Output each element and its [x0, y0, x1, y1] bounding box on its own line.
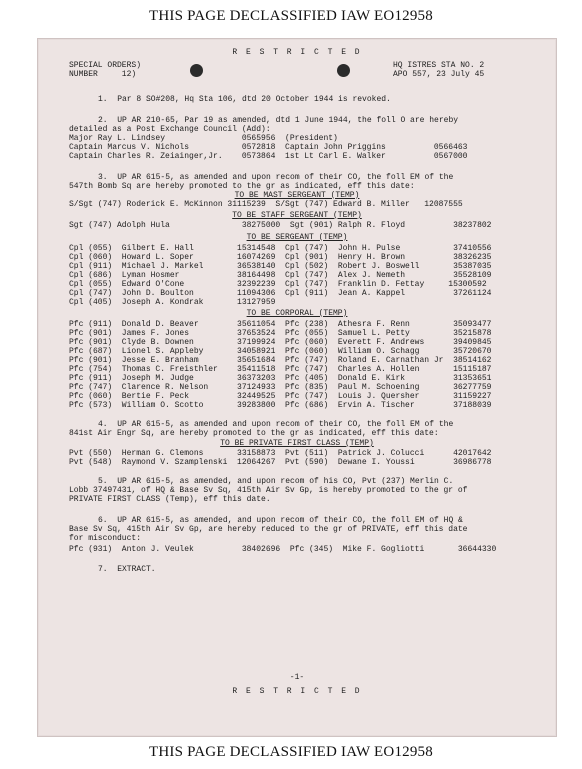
section-heading: TO BE MAST SERGEANT (TEMP) — [234, 191, 360, 200]
section-heading: TO BE PRIVATE FIRST CLASS (TEMP) — [220, 439, 374, 448]
promotion-row: Cpl (060) Howard L. Soper 16074269 Cpl (901) Henry H. Brown 38326235 — [69, 253, 492, 262]
classification-header: R E S T R I C T E D — [232, 48, 362, 57]
paragraph-7: 7. EXTRACT. — [98, 565, 156, 574]
paragraph-2-line-2: detailed as a Post Exchange Council (Add): — [69, 125, 271, 134]
promotion-row: Cpl (405) Joseph A. Kondrak 13127959 — [69, 298, 276, 307]
punch-hole-left — [190, 64, 203, 77]
paragraph-4-line-2: 841st Air Engr Sq, are hereby promoted to the gr as indicated, eff this date: — [69, 429, 439, 438]
section-heading: TO BE STAFF SERGEANT (TEMP) — [232, 211, 362, 220]
declassified-banner-bottom: THIS PAGE DECLASSIFIED IAW EO12958 — [149, 744, 433, 760]
paragraph-4-line-1: 4. UP AR 615-5, as amended and upon recom of their CO, the foll EM of the — [98, 420, 454, 429]
paragraph-3-line-2: 547th Bomb Sq are hereby promoted to the gr as indicated, eff this date: — [69, 182, 415, 191]
promotion-row: Pfc (060) Bertie F. Peck 32449525 Pfc (747) Louis J. Quersher 31159227 — [69, 392, 492, 401]
promotion-row: Pfc (901) Jesse E. Branham 35651684 Pfc (747) Roland E. Carnathan Jr 38514162 — [69, 356, 492, 365]
promotion-row: Cpl (747) John D. Boulton 11094306 Cpl (911) Jean A. Kappel 37261124 — [69, 289, 492, 298]
council-row: Major Ray L. Lindsey 0565956 (President) — [69, 134, 338, 143]
promotion-row: Cpl (055) Edward O'Cone 32392239 Cpl (747) Franklin D. Fettay 15300592 — [69, 280, 487, 289]
promotion-row: Pvt (550) Herman G. Clemons 33158873 Pvt (511) Patrick J. Colucci 42017642 — [69, 449, 492, 458]
classification-footer: R E S T R I C T E D — [232, 687, 362, 696]
section-heading: TO BE CORPORAL (TEMP) — [246, 309, 348, 318]
promotion-row: Cpl (055) Gilbert E. Hall 15314548 Cpl (747) John H. Pulse 37410556 — [69, 244, 492, 253]
headquarters-label: HQ ISTRES STA NO. 2 — [393, 61, 485, 70]
promotion-row: Pfc (901) James F. Jones 37653524 Pfc (055) Samuel L. Petty 35215878 — [69, 329, 492, 338]
council-row: Captain Marcus V. Nichols 0572818 Captain John Priggins 0566463 — [69, 143, 468, 152]
reduction-row: Pfc (931) Anton J. Veulek 38402696 Pfc (345) Mike F. Gogliotti 36644330 — [69, 545, 497, 554]
promotion-row: Pfc (687) Lionel S. Appleby 34058921 Pfc (060) William O. Schagg 35720670 — [69, 347, 492, 356]
paragraph-5-line-1: 5. UP AR 615-5, as amended, and upon recom of his CO, Pvt (237) Merlin C. — [98, 477, 454, 486]
promotion-row: S/Sgt (747) Roderick E. McKinnon 31115239 S/Sgt (747) Edward B. Miller 12087555 — [69, 200, 463, 209]
punch-hole-right — [337, 64, 350, 77]
paragraph-1: 1. Par 8 SO#208, Hq Sta 106, dtd 20 October 1944 is revoked. — [98, 95, 391, 104]
paragraph-5-line-2: Lobb 37497431, of HQ & Base Sv Sq, 415th Air Sv Gp, is hereby promoted to the gr of — [69, 486, 468, 495]
promotion-row: Pvt (548) Raymond V. Szamplenski 12064267 Pvt (590) Dewane I. Youssi 36986778 — [69, 458, 492, 467]
promotion-row: Sgt (747) Adolph Hula 38275000 Sgt (901) Ralph R. Floyd 38237802 — [69, 221, 492, 230]
promotion-row: Cpl (686) Lyman Hosmer 38164498 Cpl (747) Alex J. Nemeth 35528109 — [69, 271, 492, 280]
paragraph-6-line-2: Base Sv Sq, 415th Air Sv Gp, are hereby reduced to the gr of PRIVATE, eff this date — [69, 525, 468, 534]
paragraph-6-line-1: 6. UP AR 615-5, as amended, and upon recom of their CO, the foll EM of HQ & — [98, 516, 463, 525]
promotion-row: Pfc (747) Clarence R. Nelson 37124933 Pfc (835) Paul M. Schoening 36277759 — [69, 383, 492, 392]
paragraph-2-line-1: 2. UP AR 210-65, Par 19 as amended, dtd 1 June 1944, the foll O are hereby — [98, 116, 459, 125]
promotion-row: Pfc (911) Joseph M. Judge 36373203 Pfc (405) Donald E. Kirk 31353651 — [69, 374, 492, 383]
promotion-row: Pfc (573) William O. Scotto 39283800 Pfc (686) Ervin A. Tischer 37188039 — [69, 401, 492, 410]
promotion-row: Pfc (911) Donald D. Beaver 35611054 Pfc (238) Athesra F. Renn 35093477 — [69, 320, 492, 329]
council-row: Captain Charles R. Zeiainger,Jr. 0573864 1st Lt Carl E. Walker 0567000 — [69, 152, 468, 161]
special-orders-label: SPECIAL ORDERS) — [69, 61, 142, 70]
apo-date: APO 557, 23 July 45 — [393, 70, 485, 79]
document-page — [37, 38, 557, 737]
promotion-row: Pfc (901) Clyde B. Downen 37199924 Pfc (060) Everett F. Andrews 39409845 — [69, 338, 492, 347]
paragraph-3-line-1: 3. UP AR 615-5, as amended and upon recom of their CO, the foll EM of the — [98, 173, 454, 182]
promotion-row: Cpl (911) Michael J. Markel 36538140 Cpl (502) Robert J. Boswell 35387035 — [69, 262, 492, 271]
declassified-banner-top: THIS PAGE DECLASSIFIED IAW EO12958 — [149, 8, 433, 24]
promotion-row: Pfc (754) Thomas C. Freisthler 35411518 Pfc (747) Charles A. Hollen 15115187 — [69, 365, 492, 374]
paragraph-5-line-3: PRIVATE FIRST CLASS (Temp), eff this date. — [69, 495, 271, 504]
paragraph-6-line-3: for misconduct: — [69, 534, 142, 543]
order-number: NUMBER 12) — [69, 70, 137, 79]
page-number: -1- — [289, 673, 305, 682]
section-heading: TO BE SERGEANT (TEMP) — [246, 233, 348, 242]
